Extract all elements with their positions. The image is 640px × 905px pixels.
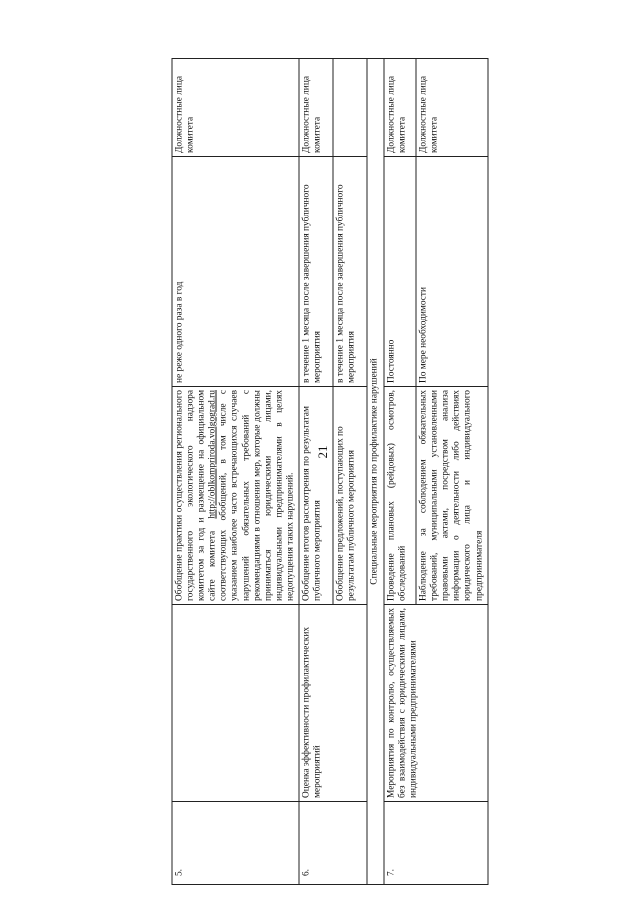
row-area [172,605,299,802]
rotated-page-content [172,59,484,885]
table-row [172,59,299,885]
row-content: Обобщение итогов рассмотрения по результатам публичного мероприятия [299,387,333,605]
row-responsible: Должностные лица комитета [299,59,333,157]
row-term: в течение 1 месяца после завершения публичного мероприятия [333,157,367,387]
row-term: Постоянно [384,157,416,387]
row-number: 6. [299,802,367,885]
table-row [299,59,333,885]
row-area: Мероприятия по контролю, осуществляемых без взаимодействия с юридическими лицами, индивидуальными предпринимателями [384,605,488,802]
row-content: Обобщение предложений, поступающих по результатам публичного мероприятия [333,387,367,605]
page-number: 21 [315,445,330,459]
row-responsible: Должностные лица комитета [384,59,416,157]
section-banner: Специальные мероприятия по профилактике нарушений [367,59,384,885]
table-row [367,59,384,885]
row-responsible [333,59,367,157]
row-number: 5. [172,802,299,885]
website-link[interactable]: http://oblkompriroda.volgograd.ru [207,390,218,519]
row-content: Проведение плановых (рейдовых) осмотров, обследований [384,387,416,605]
row-term: По мере необходимости [416,157,488,387]
row-number: 7. [384,802,488,885]
row-term: в течение 1 месяца после завершения публичного мероприятия [299,157,333,387]
row-area: Оценка эффективности профилактических мероприятий [299,605,367,802]
row-content: Наблюдение за соблюдением обязательных требований, муниципальными установленными правовыми актами, посредством анализа информации о деятельности либо действиях юридического лица и индивидуального предпринимателя [416,387,488,605]
row-term: не реже одного раза в год [172,157,299,387]
row-responsible: Должностные лица комитета [172,59,299,157]
row-responsible: Должностные лица комитета [416,59,488,157]
prevention-plan-table [172,58,489,885]
row-content: Обобщение практики осуществления регионального государственного экологического надзора комитетом за год и размещение на официальном сайте комитета http://oblkompriroda.volgograd.ru соответствующих обобщений, в том числе с указанием наиболее часто встречающихся случаев нарушений обязательных требований с рекомендациями в отношении мер, которые должны приниматься юридическими лицами, индивидуальными предпринимателями в целях недопущения таких нарушений. [172,387,299,605]
table-row [384,59,416,885]
